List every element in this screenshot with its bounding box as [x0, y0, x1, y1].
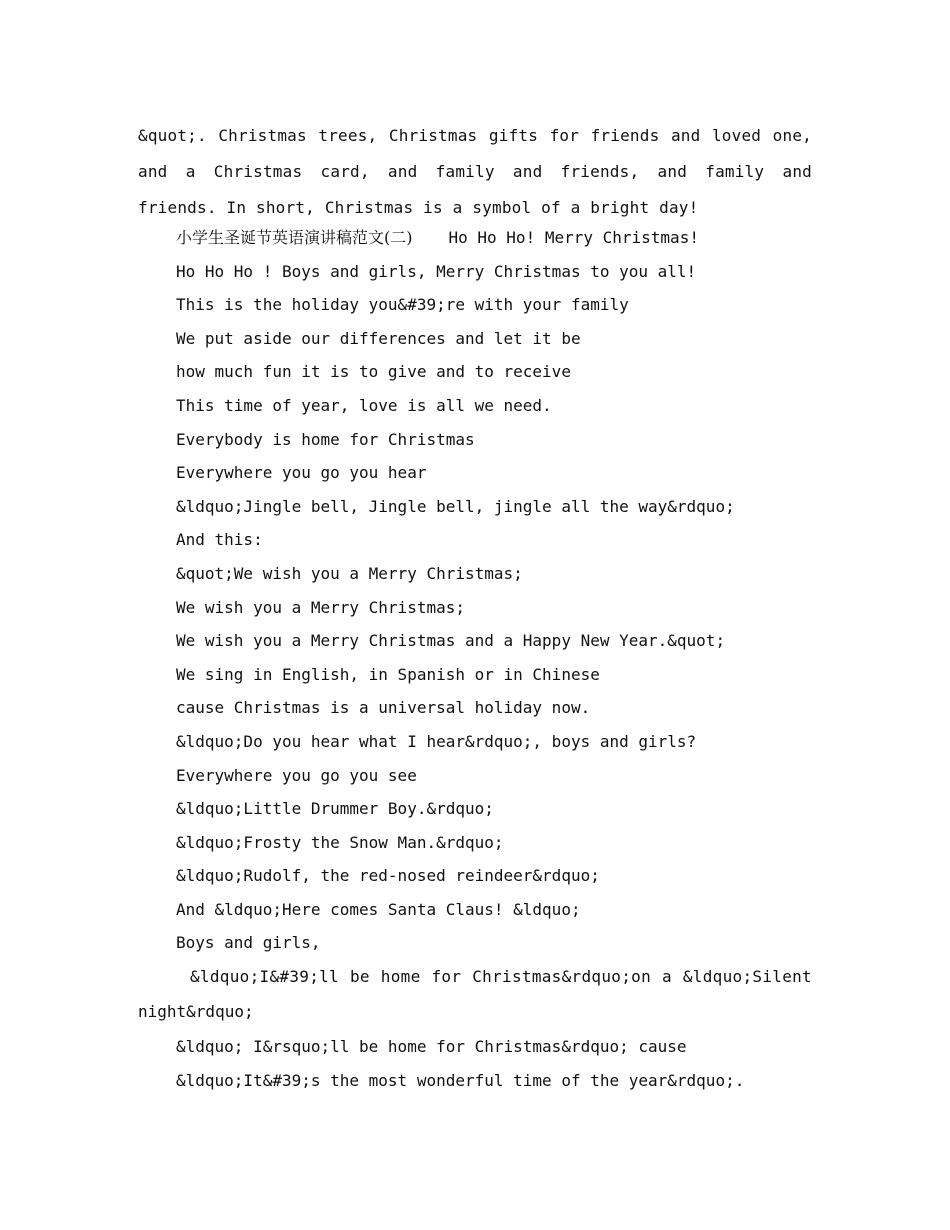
wrapped-line-second: night&rdquo; [138, 1002, 254, 1022]
speech-body [138, 221, 812, 1097]
text-line: &ldquo;It&#39;s the most wonderful time of the year&rdquo;. [176, 1070, 745, 1090]
intro-paragraph: &quot;. Christmas trees, Christmas gifts for friends and loved one, and a Christmas card, and family and friends, and family and friends. In short, Christmas is a symbol of a bright day! [138, 126, 812, 217]
text-line: &ldquo;Rudolf, the red-nosed reindeer&rdquo; [176, 866, 600, 886]
text-line: &ldquo;Jingle bell, Jingle bell, jingle all the way&rdquo; [176, 496, 735, 516]
text-line: &ldquo;Little Drummer Boy.&rdquo; [176, 799, 494, 819]
text-line: Everywhere you go you see [176, 765, 417, 785]
text-line: Everywhere you go you hear [176, 463, 427, 483]
text-line: &ldquo; I&rsquo;ll be home for Christmas&rdquo; cause [176, 1037, 687, 1057]
wrapped-paragraph [138, 960, 812, 1030]
text-line: We sing in English, in Spanish or in Chinese [176, 664, 600, 684]
text-line: We wish you a Merry Christmas; [176, 597, 465, 617]
text-line: And this: [176, 530, 263, 550]
text-line: This time of year, love is all we need. [176, 395, 552, 415]
heading-title: 小学生圣诞节英语演讲稿范文(二) [176, 228, 413, 247]
heading-tail: Ho Ho Ho! Merry Christmas! [448, 228, 699, 247]
text-line: &quot;We wish you a Merry Christmas; [176, 563, 523, 583]
text-line: We put aside our differences and let it be [176, 328, 581, 348]
text-line: cause Christmas is a universal holiday now. [176, 698, 591, 718]
text-line: &ldquo;Do you hear what I hear&rdquo;, boys and girls? [176, 731, 697, 751]
text-line: &ldquo;Frosty the Snow Man.&rdquo; [176, 832, 504, 852]
section-heading [138, 221, 812, 255]
text-line: Everybody is home for Christmas [176, 429, 475, 449]
text-line: how much fun it is to give and to receive [176, 362, 571, 382]
text-line: Boys and girls, [176, 933, 321, 953]
text-line: We wish you a Merry Christmas and a Happy New Year.&quot; [176, 631, 726, 651]
text-line: This is the holiday you&#39;re with your family [176, 295, 629, 315]
wrapped-line-first: &ldquo;I&#39;ll be home for Christmas&rdquo;on a &ldquo;Silent [190, 967, 812, 987]
text-line: And &ldquo;Here comes Santa Claus! &ldquo; [176, 899, 581, 919]
text-line: Ho Ho Ho ! Boys and girls, Merry Christmas to you all! [176, 261, 697, 281]
